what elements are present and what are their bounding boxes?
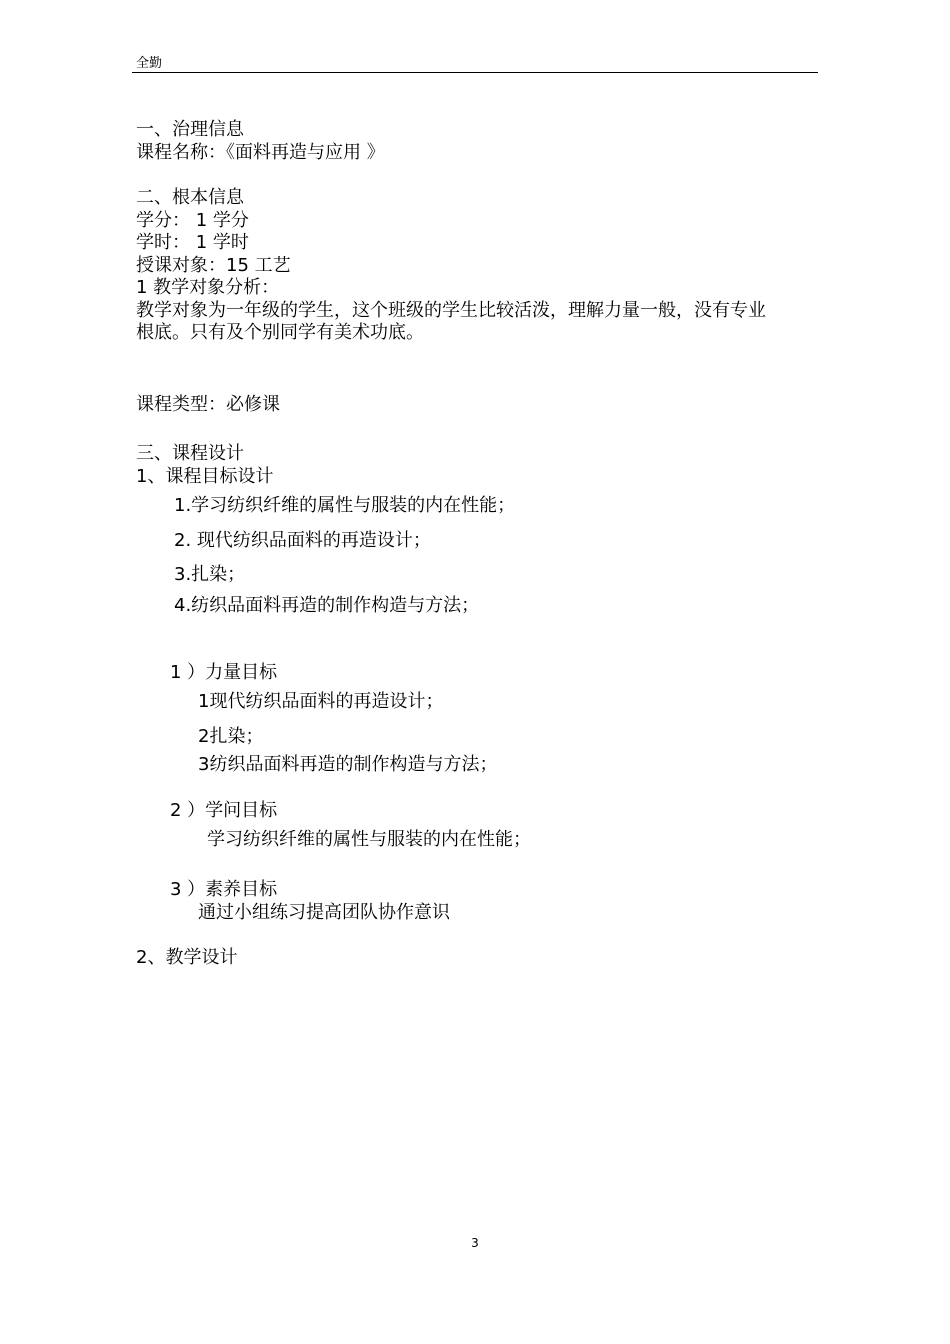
goal-item: 4.纺织品面料再造的制作构造与方法； (174, 595, 480, 616)
audience: 授课对象：15 工艺 (136, 255, 291, 276)
quality-goal-heading: 3 ）素养目标 (170, 879, 278, 900)
quality-goal-item: 通过小组练习提高团队协作意识 (198, 902, 450, 923)
knowledge-goal-heading: 2 ）学问目标 (170, 800, 278, 821)
ability-goal-item: 3纺织品面料再造的制作构造与方法； (198, 754, 498, 775)
analysis-text-line-1: 教学对象为一年级的学生，这个班级的学生比较活泼，理解力量一般，没有专业 (136, 300, 766, 321)
header-divider (132, 72, 818, 73)
ability-goal-heading: 1 ）力量目标 (170, 662, 278, 683)
teaching-design-heading: 2、教学设计 (136, 947, 238, 968)
hours: 学时： 1 学时 (136, 232, 249, 253)
ability-goal-item: 1现代纺织品面料的再造设计； (198, 691, 444, 712)
course-goal-design-heading: 1、课程目标设计 (136, 466, 274, 487)
goal-item: 1.学习纺织纤维的属性与服装的内在性能； (174, 495, 516, 516)
page-header-title: 全勤 (136, 56, 163, 71)
credits: 学分： 1 学分 (136, 210, 249, 231)
page-number: 3 (471, 1236, 479, 1250)
knowledge-goal-item: 学习纺织纤维的属性与服装的内在性能； (207, 829, 531, 850)
section-3-heading: 三、课程设计 (136, 443, 244, 464)
goal-item: 2. 现代纺织品面料的再造设计； (174, 530, 431, 551)
section-1-heading: 一、治理信息 (136, 119, 244, 140)
analysis-text-line-2: 根底。只有及个别同学有美术功底。 (136, 322, 424, 343)
section-2-heading: 二、根本信息 (136, 187, 244, 208)
analysis-heading: 1 教学对象分析： (136, 277, 280, 298)
course-type: 课程类型：必修课 (136, 394, 280, 415)
course-name: 课程名称：《面料再造与应用 》 (136, 142, 385, 163)
ability-goal-item: 2扎染； (198, 726, 264, 747)
goal-item: 3.扎染； (174, 564, 246, 585)
